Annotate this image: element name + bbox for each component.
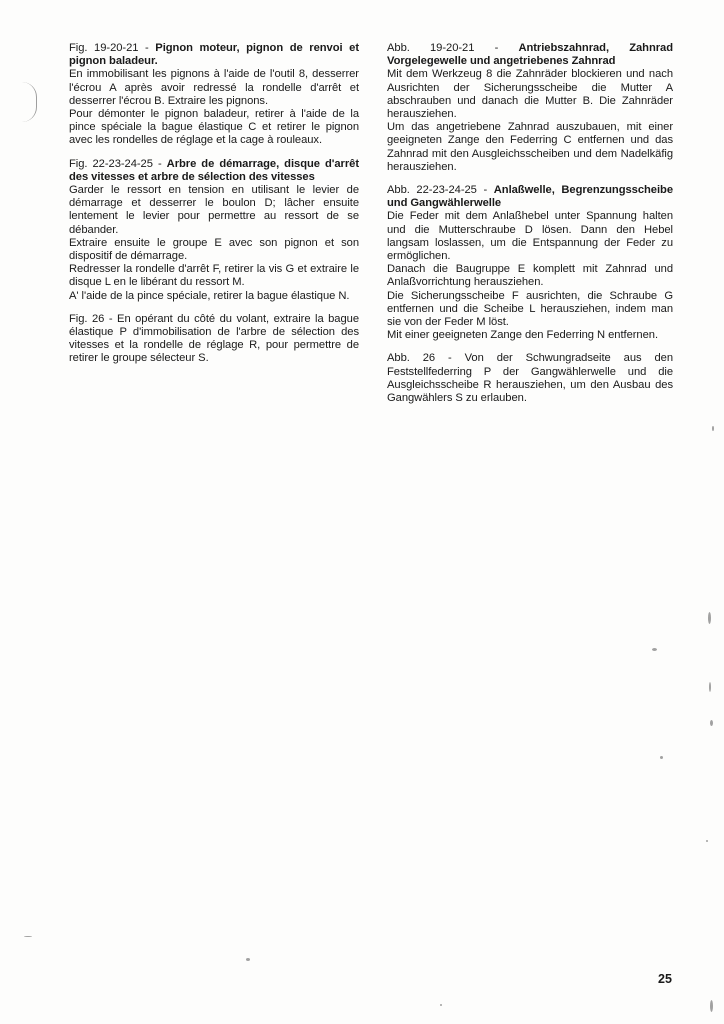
margin-mark (22, 82, 37, 122)
paragraph: Fig. 26 - En opérant du côté du volant, extraire la bague élastique P d'immobilisation de l'arbre de sélection des vitesses et la rondelle de réglage R, pour permettre de retirer le groupe sélecteur S. (69, 312, 359, 365)
scan-speck (710, 1000, 713, 1012)
section-fig-19-20-21-fr (69, 42, 359, 148)
section-abb-22-25-de (387, 184, 673, 342)
german-column (387, 42, 673, 415)
scan-speck (246, 958, 250, 961)
paragraph: Extraire ensuite le groupe E avec son pignon et son dispositif de démarrage. (69, 236, 359, 263)
paragraph: Danach die Baugruppe E komplett mit Zahnrad und Anlaßvorrichtung herausziehen. (387, 263, 673, 289)
scan-speck (660, 756, 663, 759)
paragraph: Mit dem Werkzeug 8 die Zahnräder blockieren und nach Ausrichten der Sicherungsscheibe die Mutter A abschrauben und danach die Mutter B. Die Zahnräder herausziehen. (387, 68, 673, 121)
section-abb-26-de (387, 352, 673, 405)
section-title: Pignon moteur, pignon de renvoi et pignon baladeur. (69, 42, 359, 68)
paragraph: Mit einer geeigneten Zange den Federring N entfernen. (387, 329, 658, 342)
scan-speck (706, 840, 708, 842)
scan-speck (710, 720, 713, 726)
scan-speck (440, 1004, 442, 1006)
french-column (69, 42, 359, 376)
section-title: Antriebszahnrad, Zahnrad Vorgelegewelle und angetriebenes Zahnrad (387, 42, 673, 68)
paragraph: A' l'aide de la pince spéciale, retirer la bague élastique N. (69, 289, 350, 302)
scan-speck (712, 426, 714, 431)
fig-reference: Abb. 22-23-24-25 - (387, 184, 494, 197)
page-number: 25 (658, 972, 672, 986)
paragraph: Abb. 26 - Von der Schwungradseite aus den Feststellfederring P der Gangwählerwelle und die Ausgleichsscheibe R herausziehen, um den Ausbau des Gangwählers S zu erlauben. (387, 352, 673, 405)
section-title: Anlaßwelle, Begrenzungsscheibe und Gangwählerwelle (387, 184, 673, 210)
section-fig-26-fr (69, 313, 359, 366)
scan-speck (709, 682, 711, 692)
scan-speck (652, 648, 657, 651)
paragraph: Die Sicherungsscheibe F ausrichten, die Schraube G entfernen und die Scheibe L herausziehen, indem man sie von der Feder M löst. (387, 289, 673, 329)
paragraph: Garder le ressort en tension en utilisant le levier de démarrage et desserrer le boulon D; lâcher ensuite lentement le levier pour permettre au ressort de se débander. (69, 184, 359, 236)
paragraph: Pour démonter le pignon baladeur, retirer à l'aide de la pince spéciale la bague élastique C et retirer le pignon avec les rondelles de réglage et la cage à rouleaux. (69, 108, 359, 147)
paragraph: Die Feder mit dem Anlaßhebel unter Spannung halten und die Mutterschraube D lösen. Dann den Hebel langsam loslassen, um die Entspannung der Feder zu ermöglichen. (387, 210, 673, 263)
fig-reference: Fig. 19-20-21 - (69, 42, 156, 54)
fig-reference: Fig. 22-23-24-25 - (69, 157, 167, 170)
paragraph: En immobilisant les pignons à l'aide de l'outil 8, desserrer l'écrou A après avoir redressé la rondelle d'arrêt et desserrer l'écrou B. Extraire les pignons. (69, 68, 359, 107)
section-title: Arbre de démarrage, disque d'arrêt des vitesses et arbre de sélection des vitesses (69, 157, 360, 183)
fig-reference: Abb. 19-20-21 - (387, 42, 519, 54)
section-fig-22-25-fr (69, 158, 359, 303)
section-abb-19-20-21-de (387, 42, 673, 174)
scan-speck (24, 936, 32, 937)
paragraph: Um das angetriebene Zahnrad auszubauen, mit einer geeigneten Zange den Federring C entfernen und das Zahnrad mit den Ausgleichsscheiben und dem Nadelkäfig herausziehen. (387, 121, 673, 173)
scan-speck (708, 612, 711, 624)
paragraph: Redresser la rondelle d'arrêt F, retirer la vis G et extraire le disque L en le libérant du ressort M. (69, 263, 359, 289)
